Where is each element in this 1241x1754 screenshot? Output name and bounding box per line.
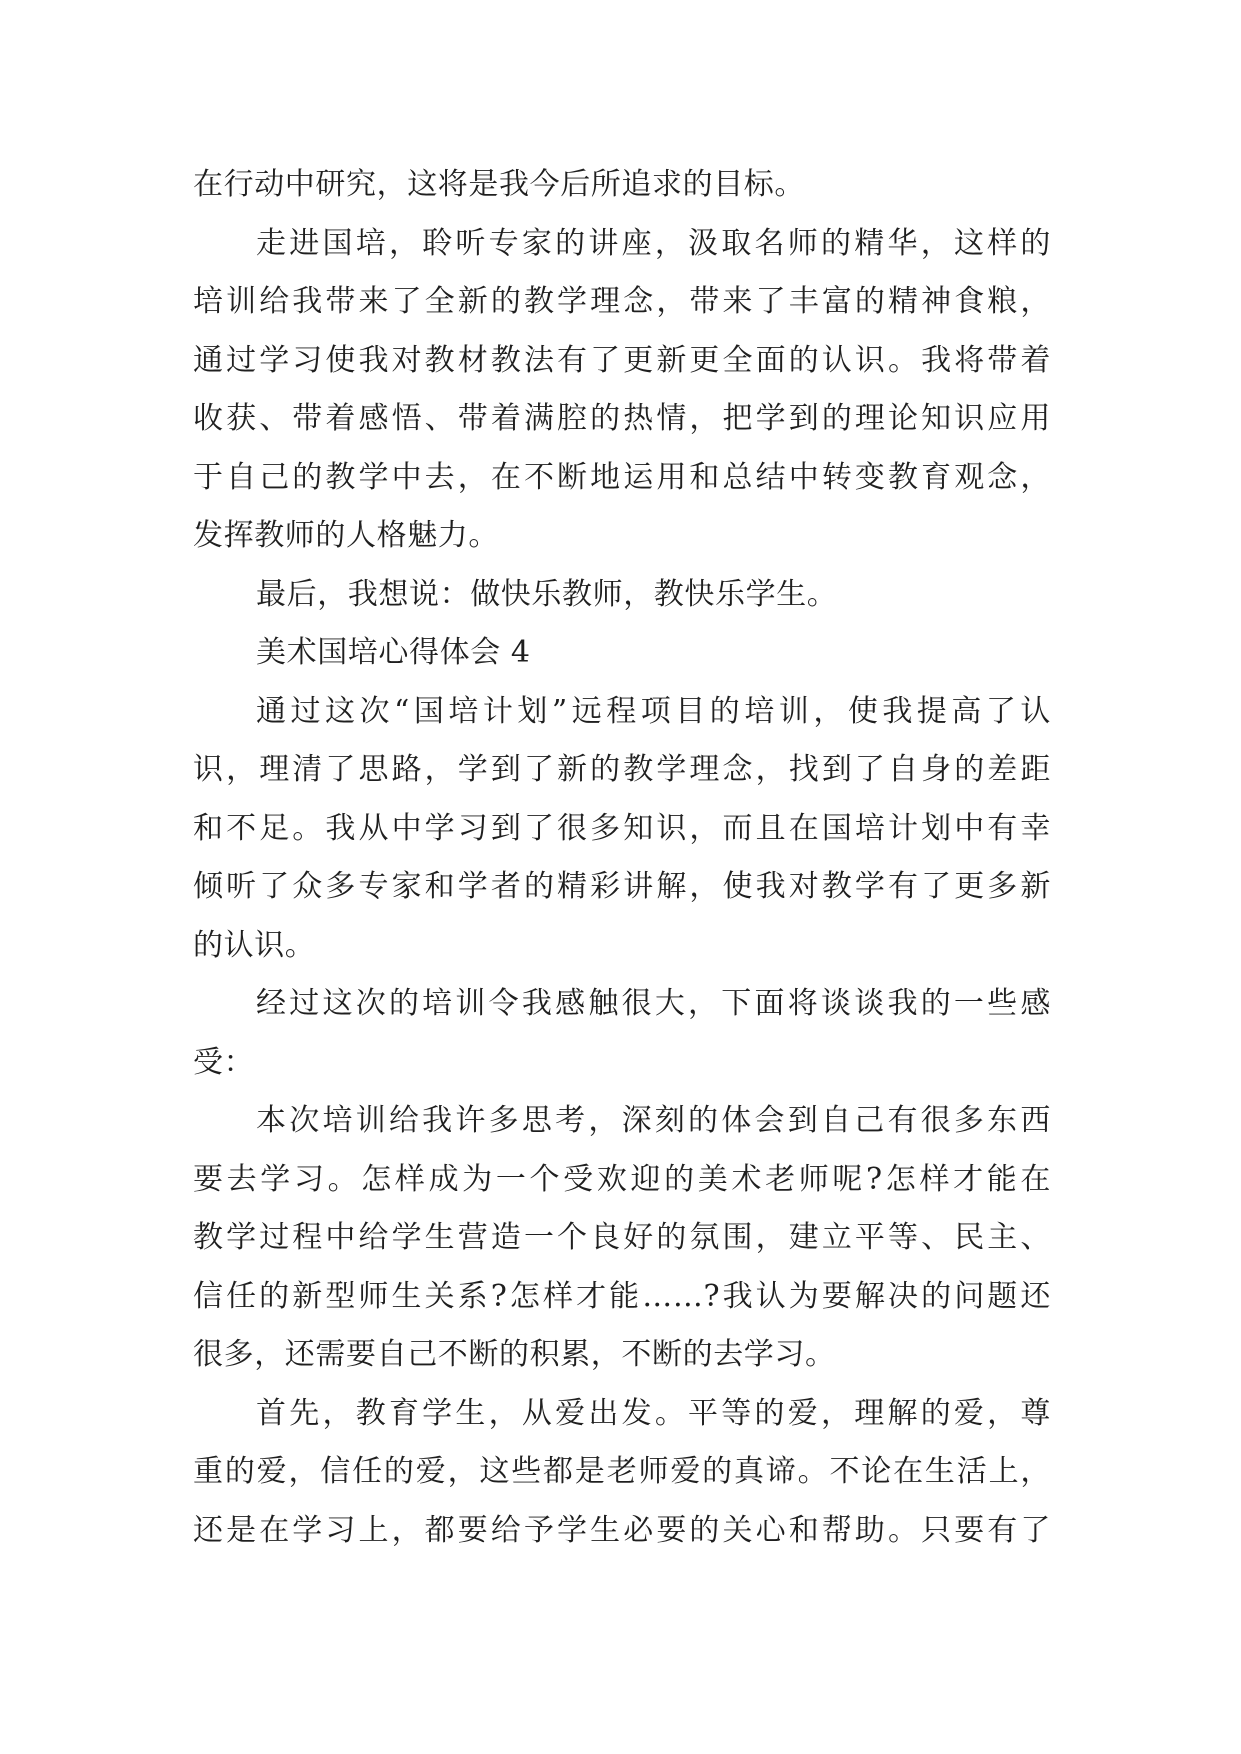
text-line: 要去学习。怎样成为一个受欢迎的美术老师呢?怎样才能在 <box>193 1161 1051 1197</box>
text-line: 教学过程中给学生营造一个良好的氛围，建立平等、民主、 <box>193 1220 1051 1255</box>
text-line: 受： <box>193 1044 255 1080</box>
text-line: 培训给我带来了全新的教学理念，带来了丰富的精神食粮， <box>193 284 1051 319</box>
text-line: 走进国培，聆听专家的讲座，汲取名师的精华，这样的 <box>256 225 1051 261</box>
text-line: 首先，教育学生，从爱出发。平等的爱，理解的爱，尊 <box>256 1395 1051 1431</box>
text-line: 经过这次的培训令我感触很大，下面将谈谈我的一些感 <box>256 986 1051 1021</box>
text-line: 倾听了众多专家和学者的精彩讲解，使我对教学有了更多新 <box>193 869 1051 904</box>
text-line: 发挥教师的人格魅力。 <box>193 518 499 553</box>
text-line: 很多，还需要自己不断的积累，不断的去学习。 <box>193 1337 836 1372</box>
text-line: 还是在学习上，都要给予学生必要的关心和帮助。只要有了 <box>193 1512 1051 1548</box>
document-body <box>193 156 1051 1560</box>
text-line: 重的爱，信任的爱，这些都是老师爱的真谛。不论在生活上， <box>193 1454 1051 1489</box>
text-line: 于自己的教学中去，在不断地运用和总结中转变教育观念， <box>193 459 1051 495</box>
text-line: 收获、带着感悟、带着满腔的热情，把学到的理论知识应用 <box>193 401 1051 436</box>
text-line: 识，理清了思路，学到了新的教学理念，找到了自身的差距 <box>193 752 1051 787</box>
text-line: 通过这次“国培计划”远程项目的培训，使我提高了认 <box>256 693 1051 729</box>
text-line: 在行动中研究，这将是我今后所追求的目标。 <box>193 167 805 202</box>
text-line: 信任的新型师生关系?怎样才能……?我认为要解决的问题还 <box>193 1278 1051 1314</box>
text-line: 和不足。我从中学习到了很多知识，而且在国培计划中有幸 <box>193 810 1051 846</box>
text-line: 的认识。 <box>193 927 316 963</box>
text-line: 美术国培心得体会 4 <box>256 635 531 670</box>
text-line: 通过学习使我对教材教法有了更新更全面的认识。我将带着 <box>193 342 1051 378</box>
text-line: 最后，我想说：做快乐教师，教快乐学生。 <box>256 576 838 612</box>
text-line: 本次培训给我许多思考，深刻的体会到自己有很多东西 <box>256 1103 1051 1138</box>
